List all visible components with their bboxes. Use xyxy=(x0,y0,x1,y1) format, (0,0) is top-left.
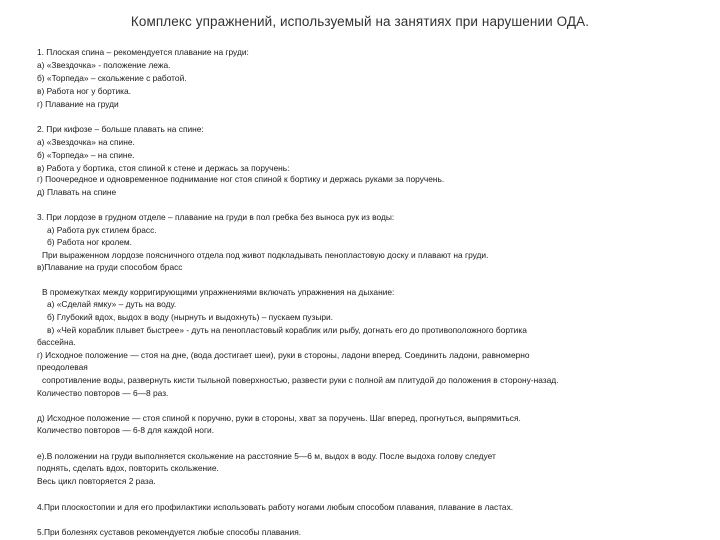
breathing-intro: В промежутках между корригирующими упражнениями включать упражнения на дыхание: xyxy=(42,287,395,297)
list-item-continuation: бассейна. xyxy=(37,337,76,347)
list-item: а) «Звездочка» на спине. xyxy=(37,137,135,147)
list-item: д) Исходное положение — стоя спиной к поручню, руки в стороны, хват за поручень. Шаг вперед, прогнуться, выпрямиться. xyxy=(37,413,521,423)
list-item: а) Работа рук стилем брасс. xyxy=(47,225,157,235)
section-2-heading: 2. При кифозе – больше плавать на спине: xyxy=(37,124,204,134)
list-item: а) «Звездочка» - положение лежа. xyxy=(37,60,171,70)
list-item-continuation: поднять, сделать вдох, повторить скольжение. xyxy=(37,463,219,473)
section-3-heading: 3. При лордозе в грудном отделе – плавание на груди в пол гребка без выноса рук из воды: xyxy=(37,212,395,222)
list-item: г) Плавание на груди xyxy=(37,99,119,109)
list-item: в)Плавание на груди способом брасс xyxy=(37,262,183,272)
repeat-count: Количество повторов — 6-8 для каждой ноги. xyxy=(37,425,215,435)
section-3-note: При выраженном лордозе поясничного отдела под живот подкладывать пенопластовую доску и плавают на груди. xyxy=(42,250,489,260)
list-item: б) Работа ног кролем. xyxy=(47,237,132,247)
section-4: 4.При плоскостопии и для его профилактики использовать работу ногами любым способом плавания, плавание в ластах. xyxy=(37,502,514,512)
list-item: б) «Торпеда» – скольжение с работой. xyxy=(37,73,187,83)
list-item: д) Плавать на спине xyxy=(37,187,117,197)
list-item: в) «Чей кораблик плывет быстрее» - дуть на пенопластовый кораблик или рыбу, догнать его до противоположного бортика xyxy=(47,325,527,335)
list-item: в) Работа у бортика, стоя спиной к стене и держась за поручень: xyxy=(37,163,290,173)
list-item: в) Работа ног у бортика. xyxy=(37,86,131,96)
list-item: г) Поочередное и одновременное поднимание ног стоя спиной к бортику и держась руками за поручень. xyxy=(37,174,445,184)
list-item: г) Исходное положение — стоя на дне, (вода достигает шеи), руки в стороны, ладони вперед. Соединить ладони, равномерно xyxy=(37,350,530,360)
list-item: б) «Торпеда» – на спине. xyxy=(37,150,135,160)
list-item-continuation: преодолевая xyxy=(37,362,88,372)
list-item-continuation: сопротивление воды, развернуть кисти тыльной поверхностью, развести руки с полной ам плитудой до положения в сторону-назад. xyxy=(42,375,559,385)
section-1-heading: 1. Плоская спина – рекомендуется плавание на груди: xyxy=(37,47,249,57)
repeat-count: Количество повторов — 6—8 раз. xyxy=(37,388,169,398)
list-item: б) Глубокий вдох, выдох в воду (нырнуть и выдохнуть) – пускаем пузыри. xyxy=(47,312,333,322)
list-item: е).В положении на груди выполняется скольжение на расстояние 5—6 м, выдох в воду. После выдоха голову следует xyxy=(37,451,496,461)
repeat-count: Весь цикл повторяется 2 раза. xyxy=(37,476,156,486)
section-5: 5.При болезнях суставов рекомендуется любые способы плавания. xyxy=(37,527,302,537)
page-title: Комплекс упражнений, используемый на занятиях при нарушении ОДА. xyxy=(130,14,590,29)
list-item: а) «Сделай ямку» – дуть на воду. xyxy=(47,299,177,309)
